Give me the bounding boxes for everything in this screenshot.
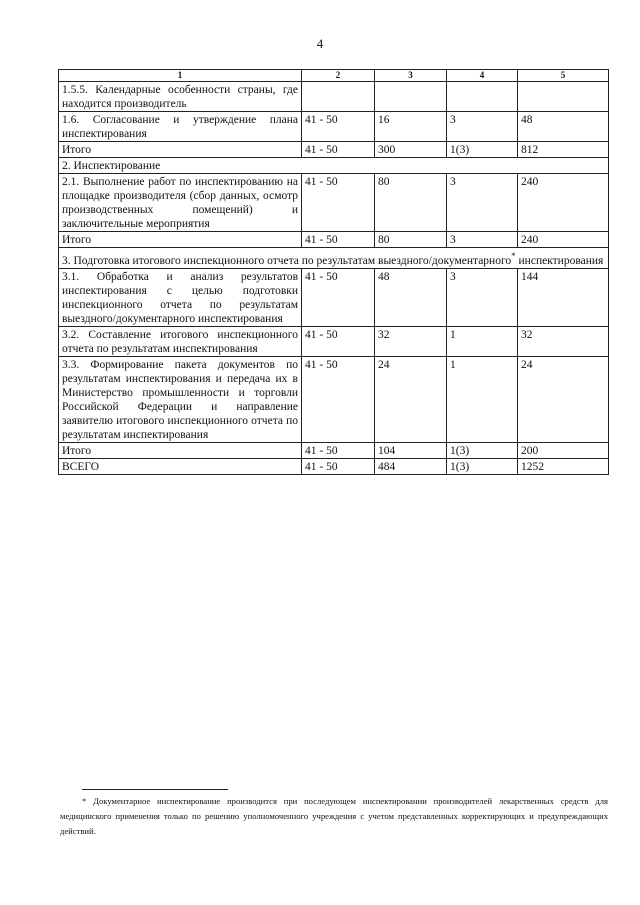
footnote-divider [82,789,228,790]
table-row [59,82,609,112]
row-value: 1252 [518,458,609,474]
row-value: 484 [375,458,447,474]
section-row [59,158,609,174]
row-value: 3 [447,232,518,248]
row-value: 240 [518,174,609,232]
footnote-text: Документарное инспектирование производится при последующем инспектировании производителей лекарственных средств для медицинского применения только по решению уполномоченного учреждения с учетом представленных корректирующих и предупреждающих действий. [60,796,608,836]
row-value: 41 - 50 [302,174,375,232]
section-title-text-cont: инспектирования [518,254,604,267]
row-description: 3.1. Обработка и анализ результатов инспектирования с целью подготовки инспекционного отчета по результатам выездного/документарного инспектирования [59,268,302,326]
row-description: 1.6. Согласование и утверждение плана инспектирования [59,112,302,142]
section-row [59,248,609,269]
row-value: 41 - 50 [302,458,375,474]
row-value [375,82,447,112]
row-value: 3 [447,112,518,142]
row-value: 104 [375,442,447,458]
table-row [59,112,609,142]
row-value: 24 [375,356,447,442]
row-description: 1.5.5. Календарные особенности страны, где находится производитель [59,82,302,112]
row-value: 1(3) [447,442,518,458]
column-header: 2 [302,70,375,82]
row-value: 240 [518,232,609,248]
footnote-marker: * [511,251,516,261]
row-value: 48 [518,112,609,142]
column-header: 5 [518,70,609,82]
row-value [302,82,375,112]
row-description: Итого [59,142,302,158]
table-row [59,326,609,356]
section-title-text: 3. Подготовка итогового инспекционного отчета по результатам выездного/документарного [62,254,512,267]
row-value: 1(3) [447,142,518,158]
row-value: 41 - 50 [302,232,375,248]
footnote [60,794,608,839]
row-value: 3 [447,174,518,232]
row-description: Итого [59,442,302,458]
column-header: 1 [59,70,302,82]
row-value: 1 [447,356,518,442]
row-value [447,82,518,112]
row-description: 3.2. Составление итогового инспекционного отчета по результатам инспектирования [59,326,302,356]
row-description: 3.3. Формирование пакета документов по результатам инспектирования и передача их в Министерство промышленности и торговли Российской Федерации и направление заявителю итогового инспекционного отчета по результатам инспектирования [59,356,302,442]
table-row [59,268,609,326]
row-value: 32 [375,326,447,356]
row-value: 300 [375,142,447,158]
table-row [59,356,609,442]
section-title [59,248,609,269]
row-value: 1(3) [447,458,518,474]
section-title: 2. Инспектирование [59,158,609,174]
row-value: 41 - 50 [302,112,375,142]
row-value: 80 [375,232,447,248]
row-value: 16 [375,112,447,142]
row-value: 41 - 50 [302,442,375,458]
row-value: 32 [518,326,609,356]
row-value: 41 - 50 [302,268,375,326]
footnote-marker: * [82,796,87,806]
row-description: 2.1. Выполнение работ по инспектированию на площадке производителя (сбор данных, осмотр производственных помещений) и заключительные мероприятия [59,174,302,232]
table-row-total [59,142,609,158]
row-value: 24 [518,356,609,442]
table-header-row [59,70,609,82]
cost-table [58,69,609,475]
row-description: Итого [59,232,302,248]
row-value [518,82,609,112]
row-value: 41 - 50 [302,326,375,356]
table-row-total [59,232,609,248]
table-row [59,174,609,232]
row-value: 200 [518,442,609,458]
row-value: 1 [447,326,518,356]
column-header: 4 [447,70,518,82]
row-value: 3 [447,268,518,326]
row-value: 41 - 50 [302,356,375,442]
row-description: ВСЕГО [59,458,302,474]
table-row-grand-total [59,458,609,474]
row-value: 144 [518,268,609,326]
row-value: 80 [375,174,447,232]
page-number: 4 [316,36,324,51]
row-value: 812 [518,142,609,158]
column-header: 3 [375,70,447,82]
row-value: 48 [375,268,447,326]
table-row-total [59,442,609,458]
row-value: 41 - 50 [302,142,375,158]
